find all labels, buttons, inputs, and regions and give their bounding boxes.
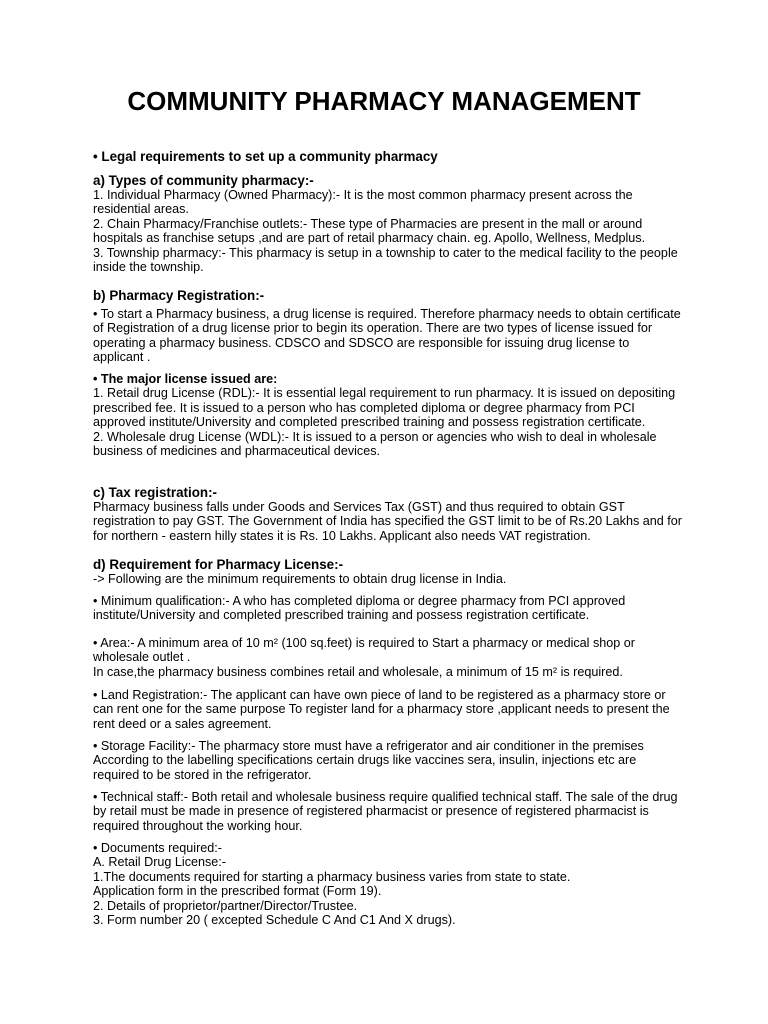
section-c-paragraph: Pharmacy business falls under Goods and Services Tax (GST) and thus required to obtain GST registration to pay GST. The Government of India has specified the GST limit to be of Rs.20 Lakhs and for for northern - eastern hilly states it is Rs. 10 Lakhs. Applicant also needs VAT registration. [93,500,682,543]
documents-heading: • Documents required:- [93,841,222,855]
area-text-combined: In case,the pharmacy business combines retail and wholesale, a minimum of 15 m² is required. [93,664,623,679]
section-d-heading: d) Requirement for Pharmacy License:- [93,557,344,572]
section-a-item-3: 3. Township pharmacy:- This pharmacy is setup in a township to cater to the medical facility to the people inside the township. [93,245,678,275]
documents-item-2: 2. Details of proprietor/partner/Director/Trustee. [93,898,358,913]
requirement-storage [93,739,683,782]
license-item-wdl: 2. Wholesale drug License (WDL):- It is issued to a person or agencies who wish to deal in wholesale business of medicines and pharmaceutical devices. [93,429,657,459]
requirement-technical [93,790,683,833]
technical-text: • Technical staff:- Both retail and wholesale business require qualified technical staff. The sale of the drug by retail must be made in presence of registered pharmacist or presence of registered pharmacist is required throughout the working hour. [93,790,678,833]
section-a-item-2: 2. Chain Pharmacy/Franchise outlets:- These type of Pharmacies are present in the mall or around hospitals as franchise setups ,and are part of retail pharmacy chain. eg. Apollo, Wellness, Medplus. [93,216,646,246]
section-b-licenses [93,372,683,458]
document-title: COMMUNITY PHARMACY MANAGEMENT [127,86,641,116]
section-d [93,557,683,586]
intro-heading: • Legal requirements to set up a community pharmacy [93,149,438,164]
storage-text: • Storage Facility:- The pharmacy store must have a refrigerator and air conditioner in the premises According to the labelling specifications certain drugs like vaccines sera, insulin, injections etc are required to be stored in the refrigerator. [93,739,644,782]
section-b [93,288,683,365]
section-d-lead: -> Following are the minimum requirements to obtain drug license in India. [93,572,507,586]
land-text: • Land Registration:- The applicant can have own piece of land to be registered as a pharmacy store or can rent one for the same purpose To register land for a pharmacy store ,applicant needs to present the rent deed or a sales agreement. [93,688,670,731]
major-license-heading: • The major license issued are: [93,372,278,386]
requirement-documents [93,841,683,927]
section-a-item-1: 1. Individual Pharmacy (Owned Pharmacy):- It is the most common pharmacy present across the residential areas. [93,188,633,217]
documents-item-1: 1.The documents required for starting a pharmacy business varies from state to state. [93,869,571,884]
requirement-qualification [93,594,683,623]
intro-line [93,150,683,164]
section-b-paragraph: • To start a Pharmacy business, a drug license is required. Therefore pharmacy needs to obtain certificate of Registration of a drug license prior to begin its operation. There are two types of license issued for operating a pharmacy business. CDSCO and SDSCO are responsible for issuing drug license to applicant . [93,307,681,365]
qualification-text: • Minimum qualification:- A who has completed diploma or degree pharmacy from PCI approved institute/University and completed prescribed training and possess registration certificate. [93,594,626,623]
requirement-area [93,636,683,679]
documents-item-3: 3. Form number 20 ( excepted Schedule C And C1 And X drugs). [93,913,456,928]
section-a [93,173,683,274]
documents-subheading: A. Retail Drug License:- [93,855,226,870]
section-b-heading: b) Pharmacy Registration:- [93,288,265,303]
area-text: • Area:- A minimum area of 10 m² (100 sq.feet) is required to Start a pharmacy or medical shop or wholesale outlet . [93,636,635,665]
section-c [93,485,683,543]
license-item-rdl: 1. Retail drug License (RDL):- It is essential legal requirement to run pharmacy. It is issued on depositing prescribed fee. It is issued to a person who has completed diploma or degree pharmacy from PCI approved institute/University and completed prescribed training and possess registration certificate. [93,386,676,430]
documents-item-form19: Application form in the prescribed format (Form 19). [93,884,382,899]
section-a-heading: a) Types of community pharmacy:- [93,173,314,188]
requirement-land [93,688,683,731]
section-c-heading: c) Tax registration:- [93,485,218,500]
